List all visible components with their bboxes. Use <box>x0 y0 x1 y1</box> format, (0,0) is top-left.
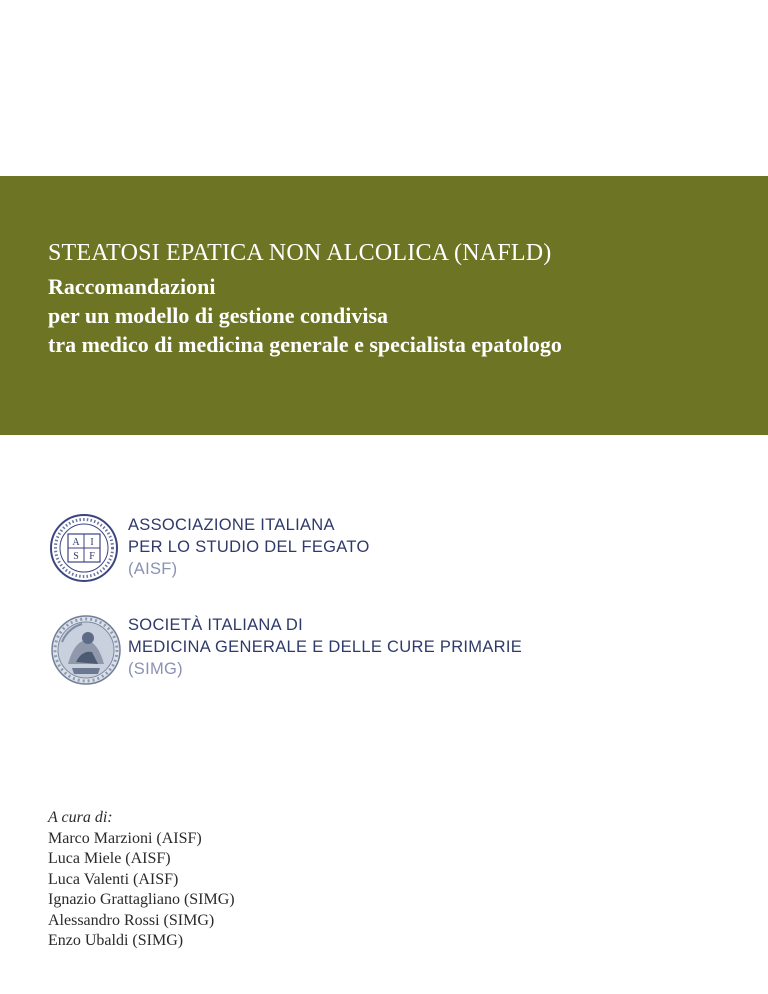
org-aisf <box>48 512 748 596</box>
simg-name-line-2: MEDICINA GENERALE E DELLE CURE PRIMARIE <box>128 638 523 656</box>
curator-name: Ignazio Grattagliano (SIMG) <box>48 891 235 908</box>
simg-name <box>128 614 522 680</box>
aisf-name <box>128 514 370 580</box>
subtitle-line-3: tra medico di medicina generale e specialista epatologo <box>48 332 562 357</box>
simg-name-line-1: SOCIETÀ ITALIANA DI <box>128 616 304 634</box>
org-simg <box>48 612 748 696</box>
aisf-logo-letter-a: A <box>72 537 80 548</box>
curator-name: Enzo Ubaldi (SIMG) <box>48 932 184 949</box>
curator-name: Marco Marzioni (AISF) <box>48 829 202 847</box>
document-subtitle <box>48 272 562 359</box>
aisf-name-line-2: PER LO STUDIO DEL FEGATO <box>128 538 370 556</box>
curator-name: Alessandro Rossi (SIMG) <box>48 911 215 929</box>
aisf-name-line-1: ASSOCIAZIONE ITALIANA <box>128 516 335 534</box>
simg-abbreviation: (SIMG) <box>128 660 183 678</box>
simg-emblem-logo <box>48 612 124 688</box>
curator-name: Luca Valenti (AISF) <box>48 870 179 888</box>
curators-list <box>48 808 235 952</box>
curator-name: Luca Miele (AISF) <box>48 850 171 867</box>
aisf-seal-logo <box>48 512 120 584</box>
curators-heading: A cura di: <box>48 809 113 826</box>
aisf-logo-letter-i: I <box>90 537 94 548</box>
subtitle-line-1: Raccomandazioni <box>48 274 216 299</box>
document-title: STEATOSI EPATICA NON ALCOLICA (NAFLD) <box>48 240 552 266</box>
aisf-logo-letter-s: S <box>73 551 79 562</box>
aisf-logo-letter-f: F <box>89 551 95 562</box>
aisf-abbreviation: (AISF) <box>128 560 178 578</box>
subtitle-line-2: per un modello di gestione condivisa <box>48 303 389 328</box>
